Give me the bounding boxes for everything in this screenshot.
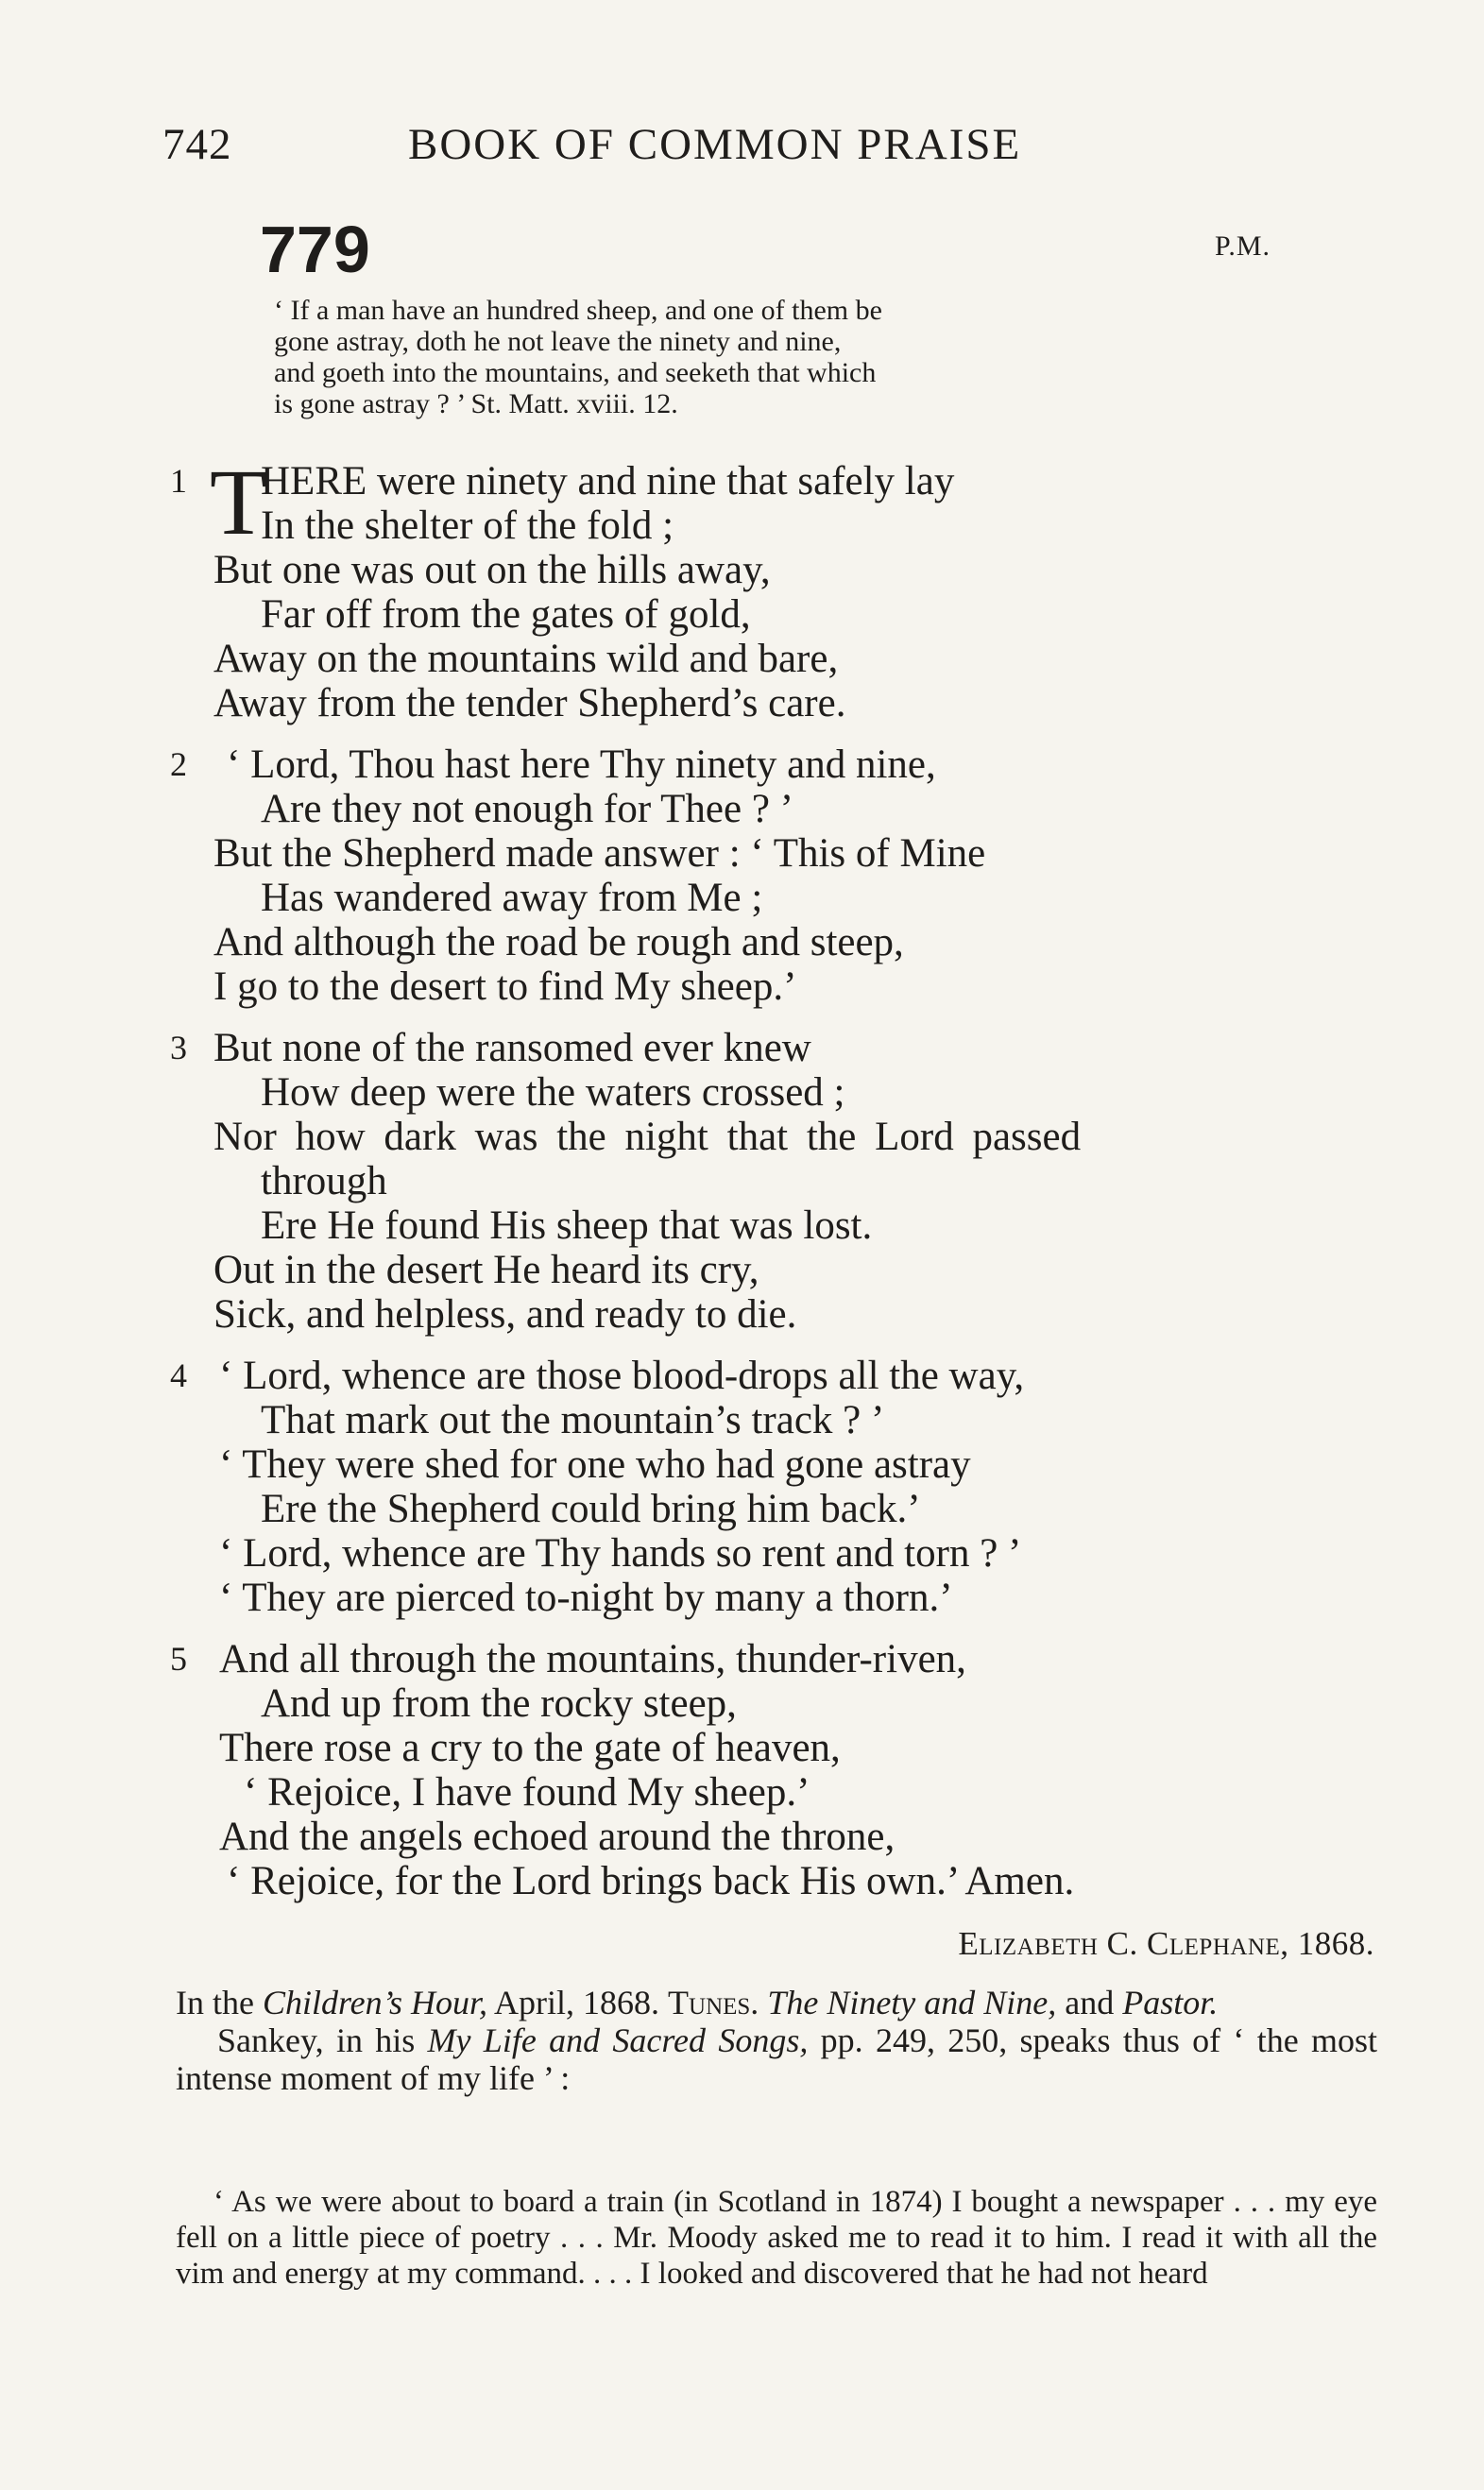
verse-4 xyxy=(170,1354,1389,1620)
verse-line: And up from the rocky steep, xyxy=(261,1681,737,1726)
verse-line: HERE were ninety and nine that safely lay xyxy=(261,459,955,503)
tunes-label: Tunes. xyxy=(668,1984,759,2021)
verse-line: Are they not enough for Thee ? ’ xyxy=(261,787,793,831)
verse-line: And all through the mountains, thunder-riven, xyxy=(219,1637,966,1681)
verse-line: And the angels echoed around the throne, xyxy=(219,1815,896,1859)
verse-line: There rose a cry to the gate of heaven, xyxy=(219,1726,841,1770)
scripture-epigraph xyxy=(274,295,1266,419)
verse-line: Far off from the gates of gold, xyxy=(261,592,751,637)
verse-line: Sick, and helpless, and ready to die. xyxy=(213,1292,797,1337)
verse-line: ‘ Lord, Thou hast here Thy ninety and nine, xyxy=(227,742,936,787)
hymn-verses xyxy=(170,450,1389,1920)
verse-line: Away on the mountains wild and bare, xyxy=(213,637,839,681)
hymn-author: Elizabeth C. Clephane, 1868. xyxy=(958,1925,1374,1962)
verse-line: Away from the tender Shepherd’s care. xyxy=(213,681,846,725)
verse-number: 3 xyxy=(170,1029,187,1066)
verse-line: ‘ They were shed for one who had gone astray xyxy=(219,1442,971,1487)
verse-line: ‘ Lord, whence are those blood-drops all the way, xyxy=(219,1354,1025,1398)
verse-line: ‘ Rejoice, I have found My sheep.’ xyxy=(244,1770,810,1815)
verse-line: ‘ Lord, whence are Thy hands so rent and torn ? ’ xyxy=(219,1531,1022,1576)
hymn-number: 779 xyxy=(260,213,370,286)
verse-line: But the Shepherd made answer : ‘ This of Mine xyxy=(213,831,986,876)
verse-line: ‘ Rejoice, for the Lord brings back His own.’ Amen. xyxy=(227,1859,1075,1903)
tune-name: The Ninety and Nine, xyxy=(767,1984,1057,2021)
sankey-quote xyxy=(176,2184,1377,2292)
page-number: 742 xyxy=(162,120,232,169)
verse-line: In the shelter of the fold ; xyxy=(261,503,674,548)
verse-line: And although the road be rough and steep, xyxy=(213,920,904,964)
hymn-notes xyxy=(176,1984,1377,2097)
running-title: BOOK OF COMMON PRAISE xyxy=(408,120,1022,169)
verse-1 xyxy=(170,450,1389,725)
verse-line: How deep were the waters crossed ; xyxy=(261,1070,845,1115)
verse-line: Ere He found His sheep that was lost. xyxy=(261,1203,873,1248)
verse-line: Out in the desert He heard its cry, xyxy=(213,1248,759,1292)
verse-5 xyxy=(170,1637,1389,1903)
verse-line: Nor how dark was the night that the Lord passed xyxy=(213,1115,1082,1159)
epigraph-line: is gone astray ? ’ St. Matt. xviii. 12. xyxy=(274,388,678,419)
epigraph-line: ‘ If a man have an hundred sheep, and one of them be xyxy=(274,295,882,326)
hymn-meter: P.M. xyxy=(1214,230,1271,262)
verse-number: 2 xyxy=(170,745,187,783)
verse-line: Ere the Shepherd could bring him back.’ xyxy=(261,1487,921,1531)
verse-line: I go to the desert to find My sheep.’ xyxy=(213,964,797,1009)
verse-line: But one was out on the hills away, xyxy=(213,548,771,592)
verse-2 xyxy=(170,742,1389,1009)
verse-3 xyxy=(170,1026,1389,1337)
epigraph-line: gone astray, doth he not leave the ninety and nine, xyxy=(274,326,842,357)
quote-paragraph: ‘ As we were about to board a train (in Scotland in 1874) I bought a newspaper . . . my eye fell on a little piece of poetry . . . Mr. Moody asked me to read it to him. I read it with all the vim and energy at my command. . . . I looked and discovered that he had not heard xyxy=(176,2185,1377,2291)
book-title: My Life and Sacred Songs, xyxy=(427,2021,809,2059)
epigraph-line: and goeth into the mountains, and seeketh that which xyxy=(274,357,877,388)
verse-line: But none of the ransomed ever knew xyxy=(213,1026,811,1070)
drop-capital: T xyxy=(210,450,268,554)
hymn-heading xyxy=(260,212,1271,287)
verse-number: 5 xyxy=(170,1640,187,1678)
source-note: In the Children’s Hour, April, 1868. Tunes. The Ninety and Nine, and Pastor. xyxy=(176,1984,1219,2021)
verse-line: Has wandered away from Me ; xyxy=(261,876,763,920)
verse-line: ‘ They are pierced to-night by many a thorn.’ xyxy=(219,1576,953,1620)
verse-line: That mark out the mountain’s track ? ’ xyxy=(261,1398,885,1442)
page-header xyxy=(162,119,1381,176)
verse-number: 1 xyxy=(170,462,187,500)
sankey-note: Sankey, in his My Life and Sacred Songs, pp. 249, 250, speaks thus of ‘ the most intense moment of my life ’ : xyxy=(176,2021,1377,2097)
tune-name: Pastor. xyxy=(1122,1984,1219,2021)
verse-number: 4 xyxy=(170,1356,187,1394)
verse-line: through xyxy=(261,1159,387,1203)
source-title: Children’s Hour, xyxy=(262,1984,488,2021)
